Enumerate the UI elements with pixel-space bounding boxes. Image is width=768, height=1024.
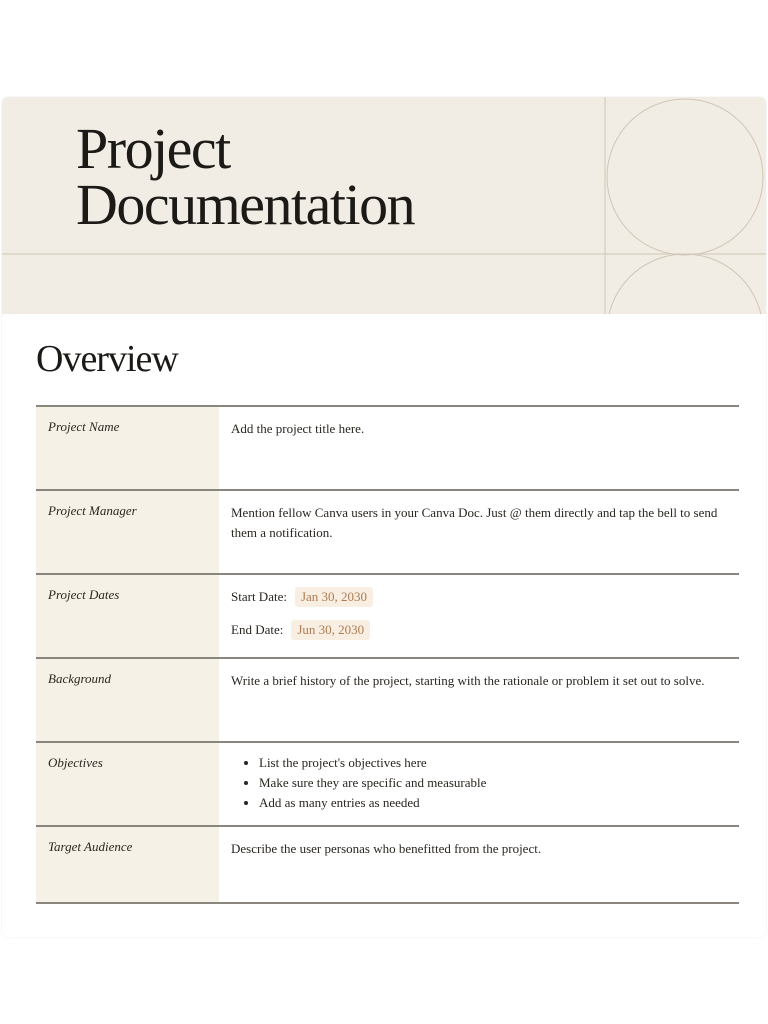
- end-date-chip[interactable]: Jun 30, 2030: [291, 620, 370, 640]
- header-banner: [2, 97, 766, 314]
- start-date-label: Start Date:: [231, 589, 287, 604]
- table-row-target-audience: [36, 827, 739, 904]
- overview-table: [36, 405, 739, 904]
- row-value[interactable]: [219, 743, 739, 825]
- row-label[interactable]: Target Audience: [36, 827, 219, 902]
- start-date-line: [231, 587, 725, 607]
- list-item[interactable]: • List the project's objectives here: [259, 753, 725, 773]
- row-value[interactable]: Mention fellow Canva users in your Canva Doc. Just @ them directly and tap the bell to send them a notification.: [231, 505, 718, 540]
- title-line-1: Project: [76, 116, 230, 181]
- end-date-line: [231, 620, 725, 640]
- table-row-project-manager: [36, 491, 739, 575]
- row-value[interactable]: Describe the user personas who benefitted from the project.: [231, 841, 542, 856]
- section-title-overview[interactable]: Overview: [36, 338, 178, 380]
- row-label[interactable]: Project Name: [36, 407, 219, 489]
- table-row-project-name: [36, 407, 739, 491]
- table-row-project-dates: [36, 575, 739, 659]
- list-item[interactable]: • Add as many entries as needed: [259, 793, 725, 813]
- table-row-background: [36, 659, 739, 743]
- objectives-list: [231, 753, 725, 813]
- row-label[interactable]: Project Dates: [36, 575, 219, 657]
- document-page: [2, 97, 766, 937]
- start-date-chip[interactable]: Jan 30, 2030: [295, 587, 373, 607]
- row-label[interactable]: Objectives: [36, 743, 219, 825]
- end-date-label: End Date:: [231, 622, 284, 637]
- document-title[interactable]: [76, 116, 415, 237]
- row-label[interactable]: Project Manager: [36, 491, 219, 573]
- list-item[interactable]: • Make sure they are specific and measurable: [259, 773, 725, 793]
- title-line-2: Documentation: [76, 172, 415, 237]
- row-value[interactable]: Write a brief history of the project, starting with the rationale or problem it set out to solve.: [231, 673, 705, 688]
- row-value[interactable]: Add the project title here.: [231, 421, 365, 436]
- row-value: [219, 575, 739, 657]
- row-label[interactable]: Background: [36, 659, 219, 741]
- table-row-objectives: [36, 743, 739, 827]
